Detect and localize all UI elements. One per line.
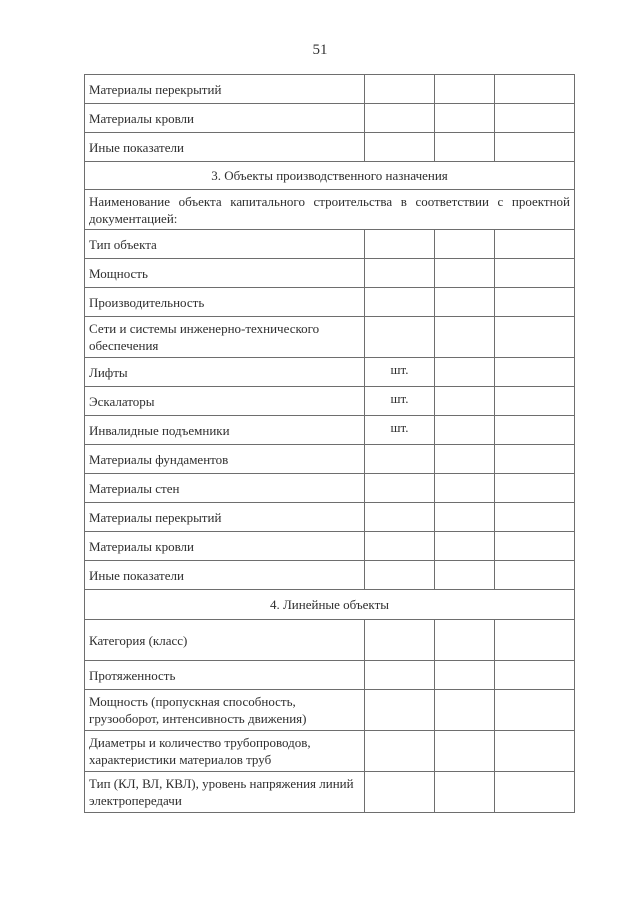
value-cell — [495, 230, 575, 259]
row-label: Сети и системы инженерно-технического обеспечения — [85, 317, 365, 358]
row-label: Материалы перекрытий — [85, 75, 365, 104]
table-row — [85, 620, 575, 661]
section-heading: 4. Линейные объекты — [85, 590, 575, 620]
row-label: Тип объекта — [85, 230, 365, 259]
value-cell — [435, 503, 495, 532]
unit-cell — [365, 620, 435, 661]
unit-cell: шт. — [365, 416, 435, 445]
value-cell — [435, 288, 495, 317]
value-cell — [495, 772, 575, 813]
table-row — [85, 104, 575, 133]
value-cell — [495, 75, 575, 104]
row-label: Производительность — [85, 288, 365, 317]
row-label: Материалы перекрытий — [85, 503, 365, 532]
value-cell — [495, 416, 575, 445]
unit-cell — [365, 731, 435, 772]
table-row — [85, 561, 575, 590]
unit-cell — [365, 317, 435, 358]
unit-cell — [365, 104, 435, 133]
unit-cell — [365, 561, 435, 590]
unit-cell — [365, 133, 435, 162]
unit-cell — [365, 445, 435, 474]
table-row — [85, 731, 575, 772]
value-cell — [435, 661, 495, 690]
value-cell — [495, 288, 575, 317]
page-number: 51 — [312, 42, 328, 58]
row-label: Диаметры и количество трубопроводов, характеристики материалов труб — [85, 731, 365, 772]
value-cell — [435, 133, 495, 162]
table-row — [85, 259, 575, 288]
row-label: Эскалаторы — [85, 387, 365, 416]
value-cell — [495, 661, 575, 690]
unit-cell — [365, 474, 435, 503]
value-cell — [495, 561, 575, 590]
table-row — [85, 772, 575, 813]
value-cell — [435, 561, 495, 590]
value-cell — [435, 690, 495, 731]
value-cell — [495, 445, 575, 474]
table-row — [85, 230, 575, 259]
value-cell — [435, 259, 495, 288]
value-cell — [495, 731, 575, 772]
section-row — [85, 162, 575, 190]
table-row — [85, 358, 575, 387]
table-row — [85, 133, 575, 162]
row-label: Материалы стен — [85, 474, 365, 503]
unit-cell — [365, 661, 435, 690]
section-row — [85, 590, 575, 620]
row-label: Материалы кровли — [85, 532, 365, 561]
unit-cell — [365, 288, 435, 317]
row-label: Инвалидные подъемники — [85, 416, 365, 445]
value-cell — [495, 387, 575, 416]
value-cell — [435, 772, 495, 813]
value-cell — [435, 387, 495, 416]
unit-cell: шт. — [365, 387, 435, 416]
value-cell — [495, 620, 575, 661]
object-name-label: Наименование объекта капитального строительства в соответствии с проектной документацией: — [85, 190, 575, 230]
value-cell — [435, 75, 495, 104]
value-cell — [495, 317, 575, 358]
unit-cell — [365, 230, 435, 259]
value-cell — [435, 445, 495, 474]
table-row — [85, 474, 575, 503]
row-label: Иные показатели — [85, 561, 365, 590]
table-row — [85, 387, 575, 416]
unit-cell — [365, 259, 435, 288]
row-label: Материалы фундаментов — [85, 445, 365, 474]
row-label: Протяженность — [85, 661, 365, 690]
unit-cell — [365, 532, 435, 561]
value-cell — [435, 104, 495, 133]
value-cell — [495, 690, 575, 731]
section-heading: 3. Объекты производственного назначения — [85, 162, 575, 190]
table-row — [85, 661, 575, 690]
table-row — [85, 503, 575, 532]
table-row — [85, 690, 575, 731]
unit-cell — [365, 75, 435, 104]
unit-cell — [365, 503, 435, 532]
table-row — [85, 317, 575, 358]
indicators-table — [84, 74, 575, 813]
value-cell — [495, 133, 575, 162]
row-label: Мощность (пропускная способность, грузооборот, интенсивность движения) — [85, 690, 365, 731]
row-label: Иные показатели — [85, 133, 365, 162]
table-row — [85, 288, 575, 317]
row-label: Материалы кровли — [85, 104, 365, 133]
value-cell — [435, 731, 495, 772]
unit-cell: шт. — [365, 358, 435, 387]
value-cell — [435, 358, 495, 387]
value-cell — [495, 259, 575, 288]
value-cell — [495, 474, 575, 503]
value-cell — [435, 620, 495, 661]
value-cell — [435, 317, 495, 358]
table-row — [85, 532, 575, 561]
row-label: Лифты — [85, 358, 365, 387]
table-row — [85, 445, 575, 474]
table-row — [85, 75, 575, 104]
table-row — [85, 190, 575, 230]
value-cell — [495, 104, 575, 133]
row-label: Тип (КЛ, ВЛ, КВЛ), уровень напряжения линий электропередачи — [85, 772, 365, 813]
value-cell — [495, 358, 575, 387]
value-cell — [435, 230, 495, 259]
unit-cell — [365, 690, 435, 731]
value-cell — [495, 503, 575, 532]
value-cell — [435, 416, 495, 445]
value-cell — [435, 474, 495, 503]
value-cell — [495, 532, 575, 561]
value-cell — [435, 532, 495, 561]
table-row — [85, 416, 575, 445]
row-label: Категория (класс) — [85, 620, 365, 661]
row-label: Мощность — [85, 259, 365, 288]
unit-cell — [365, 772, 435, 813]
